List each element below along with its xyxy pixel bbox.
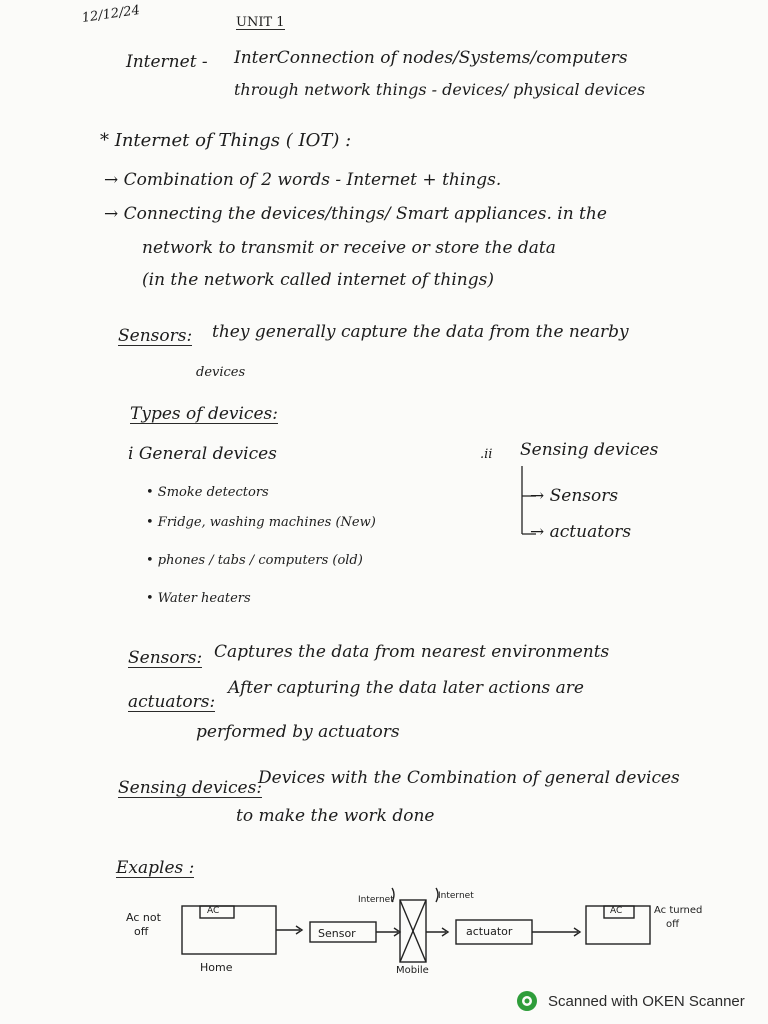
- sensor-label: Sensor: [318, 927, 356, 940]
- sensors-intro-line1: they generally capture the data from the nearby: [212, 322, 629, 342]
- general-item-1: • Smoke detectors: [146, 485, 269, 500]
- sensors-def-text: Captures the data from nearest environments: [214, 642, 610, 662]
- ac-not-off-line2: off: [134, 925, 149, 938]
- sensing-devices-heading: Sensing devices: [520, 440, 659, 460]
- scanner-logo-icon: [516, 990, 538, 1012]
- date: 12/12/24: [80, 2, 141, 26]
- ac-home-box: [182, 906, 276, 954]
- sensing-number: .ii: [480, 447, 493, 462]
- general-item-4: • Water heaters: [146, 591, 251, 606]
- internet-definition-line2: through network things - devices/ physical devices: [234, 80, 646, 99]
- general-item-2: • Fridge, washing machines (New): [146, 515, 376, 530]
- sensors-intro-term: Sensors:: [118, 326, 193, 346]
- unit-title: UNIT 1: [236, 15, 285, 30]
- iot-point-2-cont: network to transmit or receive or store the data: [142, 238, 556, 258]
- actuators-def-line2: performed by actuators: [196, 722, 400, 742]
- sensing-item-actuators: → actuators: [530, 522, 632, 542]
- example-heading: Exaples :: [116, 858, 195, 878]
- iot-point-2-note: (in the network called internet of things): [142, 270, 494, 290]
- internet-definition-line1: InterConnection of nodes/Systems/computers: [234, 48, 628, 68]
- sensors-intro-line2: devices: [196, 365, 246, 380]
- sensing-def-line2: to make the work done: [236, 806, 435, 826]
- internet-label-2: Internet: [438, 891, 474, 901]
- sensing-item-sensors: → Sensors: [530, 486, 619, 506]
- sensors-def-term: Sensors:: [128, 648, 203, 668]
- home-label: Home: [200, 961, 233, 974]
- sensing-def-term: Sensing devices:: [118, 778, 263, 798]
- actuator-label: actuator: [466, 925, 513, 938]
- types-heading: Types of devices:: [130, 404, 278, 424]
- ac-not-off-line1: Ac not: [126, 911, 161, 924]
- watermark-text: Scanned with OKEN Scanner: [548, 992, 745, 1010]
- ac-turned-off-line2: off: [666, 919, 680, 930]
- internet-label-1: Internet: [358, 895, 394, 905]
- iot-heading: * Internet of Things ( IOT) :: [100, 130, 352, 151]
- scanner-watermark: [516, 990, 745, 1012]
- general-item-3: • phones / tabs / computers (old): [146, 553, 363, 568]
- actuators-def-term: actuators:: [128, 692, 216, 712]
- internet-term: Internet -: [126, 52, 208, 72]
- ac-label-2: AC: [610, 906, 623, 916]
- actuators-def-line1: After capturing the data later actions are: [228, 678, 584, 698]
- iot-point-1: → Combination of 2 words - Internet + things.: [104, 170, 502, 190]
- sensing-def-line1: Devices with the Combination of general devices: [258, 768, 680, 788]
- ac-label-1: AC: [207, 906, 220, 916]
- ac-turned-off-line1: Ac turned: [654, 905, 703, 916]
- iot-point-2: → Connecting the devices/things/ Smart appliances. in the: [104, 204, 607, 224]
- mobile-label: Mobile: [396, 965, 429, 976]
- general-devices-heading: i General devices: [128, 444, 277, 464]
